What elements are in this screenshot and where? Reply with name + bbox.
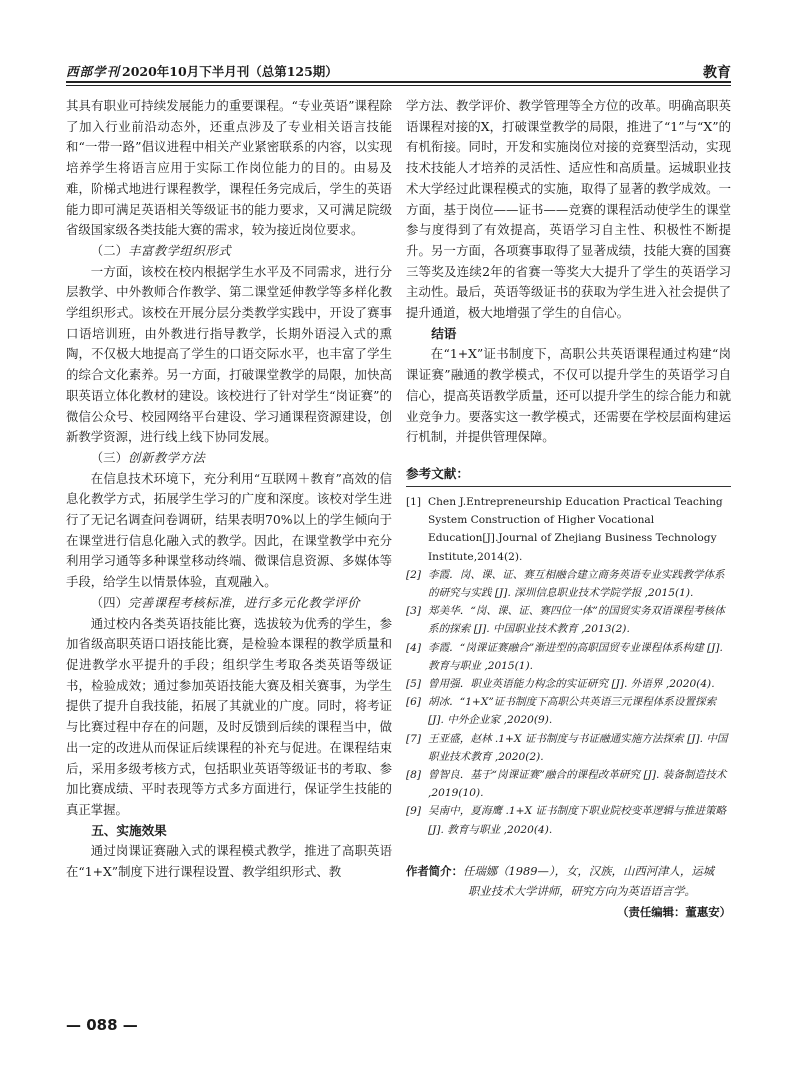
reference-item: [3] 郑美华．“岗、课、证、赛四位一体”的国贸实务双语课程考核体系的探索 [J]. 中国职业技术教育 ,2013(2). — [406, 605, 725, 636]
reference-item: [5] 曾用强．职业英语能力构念的实证研究 [J]. 外语界 ,2020(4). — [406, 677, 715, 690]
subheading-number: （四） — [90, 594, 128, 610]
header-rule-thin — [66, 85, 731, 86]
left-column — [66, 96, 392, 883]
reference-item: [1] Chen J.Entrepreneurship Education Practical Teaching System Construction of Higher Vocational Education[J].Journal of Zhejiang Business Technology Institute,2014(2). — [406, 495, 723, 563]
paragraph: 通过岗课证赛融入式的课程模式教学，推进了高职英语在“1+X”制度下进行课程设置、教学组织形式、教 — [66, 843, 392, 880]
reference-item: [8] 曾智良．基于“岗课证赛”融合的课程改革研究 [J]. 装备制造技术 ,2019(10). — [406, 769, 727, 800]
references-title: 参考文献： — [406, 465, 469, 481]
paragraph: 在信息技术环境下，充分利用“互联网＋教育”高效的信息化教学方式，拓展学生学习的广度和深度。该校对学生进行了无记名调查问卷调研，结果表明70%以上的学生倾向于在课堂进行信息化融入式的教学。因此，在课堂教学中充分利用学习通等多种课堂移动终端、微课信息资源、多媒体等手段，给学生以情景体验，直观融入。 — [66, 470, 392, 590]
paragraph: 通过校内各类英语技能比赛，选拔较为优秀的学生，参加省级高职英语口语技能比赛，是检验本课程的教学质量和促进教学水平提升的手段；组织学生考取各类英语等级证书，检验成效；通过参加英语技能大赛及相关赛事，为学生提供了提升自我技能，拓展了其就业的广度。同时，将考证与比赛过程中存在的问题，及时反馈到后续的课程当中，做出一定的改进从而保证后续课程的补充与促进。在课程结束后，采用多级考核方式，包括职业英语等级证书的考取、参加比赛成绩、平时表现等方式多方面进行，保证学生技能的真正掌握。 — [66, 615, 392, 817]
paragraph: 学方法、教学评价、教学管理等全方位的改革。明确高职英语课程对接的X，打破课堂教学的局限，推进了“1”与“X”的有机衔接。同时，开发和实施岗位对接的竞赛型活动，实现技术技能人才培养的灵活性、适应性和高质量。运城职业技术大学经过此课程模式的实施，取得了显著的教学成效。一方面，基于岗位——证书——竞赛的课程活动使学生的课堂参与度得到了有效提高，英语学习自主性、积极性不断提升。另一方面，各项赛事取得了显著成绩，技能大赛的国赛三等奖及连续2年的省赛一等奖大大提升了学生的英语学习主动性。最后，英语等级证书的获取为学生进入社会提供了提升通道，极大地增强了学生的自信心。 — [406, 98, 731, 321]
subheading-2 — [66, 241, 392, 262]
references-rule — [406, 486, 731, 487]
subheading-text: 丰富教学组织形式 — [127, 242, 232, 258]
page-header — [66, 54, 731, 84]
section-heading: 五、实施效果 — [91, 822, 167, 838]
reference-item: [9] 吴南中，夏海鹰 .1+X 证书制度下职业院校变革逻辑与推进策略 [J]. 教育与职业 ,2020(4). — [406, 805, 727, 836]
reference-item: [6] 胡冰．“1+X”证书制度下高职公共英语三元课程体系设置探索 [J]. 中外企业家 ,2020(9). — [406, 696, 717, 727]
header-rule — [66, 81, 731, 83]
author-bio — [406, 861, 731, 901]
paragraph: 一方面，该校在校内根据学生水平及不同需求，进行分层教学、中外教师合作教学、第二课堂延伸教学等多样化教学组织形式。该校在开展分层分类教学实践中，开设了赛事口语培训班，由外教进行指导教学，长期外语浸入式的熏陶，不仅极大地提高了学生的口语交际水平，也丰富了学生的综合文化素养。另一方面，打破课堂教学的局限，加快高职英语立体化教材的建设。该校进行了针对学生“岗证赛”的微信公众号、校园网络平台建设、学习通课程资源建设，创新教学资源，进行线上线下协同发展。 — [66, 263, 392, 445]
author-line-1: 任瑞娜（1989—），女，汉族，山西河津人，运城 — [462, 863, 715, 878]
subheading-text: 完善课程考核标准，进行多元化教学评价 — [127, 594, 360, 610]
references-list — [406, 493, 731, 839]
issue-info: 2020年10月下半月刊（总第125期） — [122, 64, 338, 79]
section-name: 教育 — [703, 65, 731, 81]
reference-item: [7] 王亚盛，赵林 .1+X 证书制度与书证融通实施方法探索 [J]. 中国职业技术教育 ,2020(2). — [406, 732, 728, 763]
reference-item: [4] 李霞．“岗课证赛融合”渐进型的高职国贸专业课程体系构建 [J]. 教育与职业 ,2015(1). — [406, 641, 723, 672]
paragraph: 在“1+X”证书制度下，高职公共英语课程通过构建“岗课证赛”融通的教学模式，不仅可以提升学生的英语学习自信心，提高英语教学质量，还可以提升学生的综合能力和就业竞争力。要落实这一教学模式，还需要在学校层面构建运行机制，并提供管理保障。 — [406, 346, 731, 445]
subheading-text: 创新教学方法 — [127, 449, 206, 465]
reference-item: [2] 李霞．岗、课、证、赛互相融合建立商务英语专业实践教学体系的研究与实践 [J]. 深圳信息职业技术学院学报 ,2015(1). — [406, 568, 725, 599]
subheading-3 — [66, 448, 392, 469]
subheading-number: （二） — [90, 242, 128, 258]
conclusion-heading: 结语 — [431, 325, 457, 341]
author-label: 作者简介： — [406, 863, 463, 878]
subheading-4 — [66, 593, 392, 614]
journal-issue — [66, 62, 338, 80]
author-line-2: 职业技术大学讲师，研究方向为英语语言学。 — [468, 883, 696, 898]
paragraph: 其具有职业可持续发展能力的重要课程。“专业英语”课程除了加入行业前沿动态外，还重点涉及了专业相关语言技能和“一带一路”倡议进程中相关产业紧密联系的内容，以实现培养学生将语言应用于实际工作岗位能力的目的。由易及难，阶梯式地进行课程教学，课程任务完成后，学生的英语能力即可满足英语相关等级证书的能力要求，又可满足院级省级国家级各类技能大赛的需求，较为接近岗位要求。 — [66, 98, 392, 238]
page-number: — 088 — — [66, 1016, 138, 1034]
right-column — [406, 96, 731, 923]
responsible-editor: （责任编辑：董惠安） — [617, 904, 731, 919]
journal-logo: 西部学刊 — [66, 64, 121, 79]
subheading-number: （三） — [90, 449, 128, 465]
